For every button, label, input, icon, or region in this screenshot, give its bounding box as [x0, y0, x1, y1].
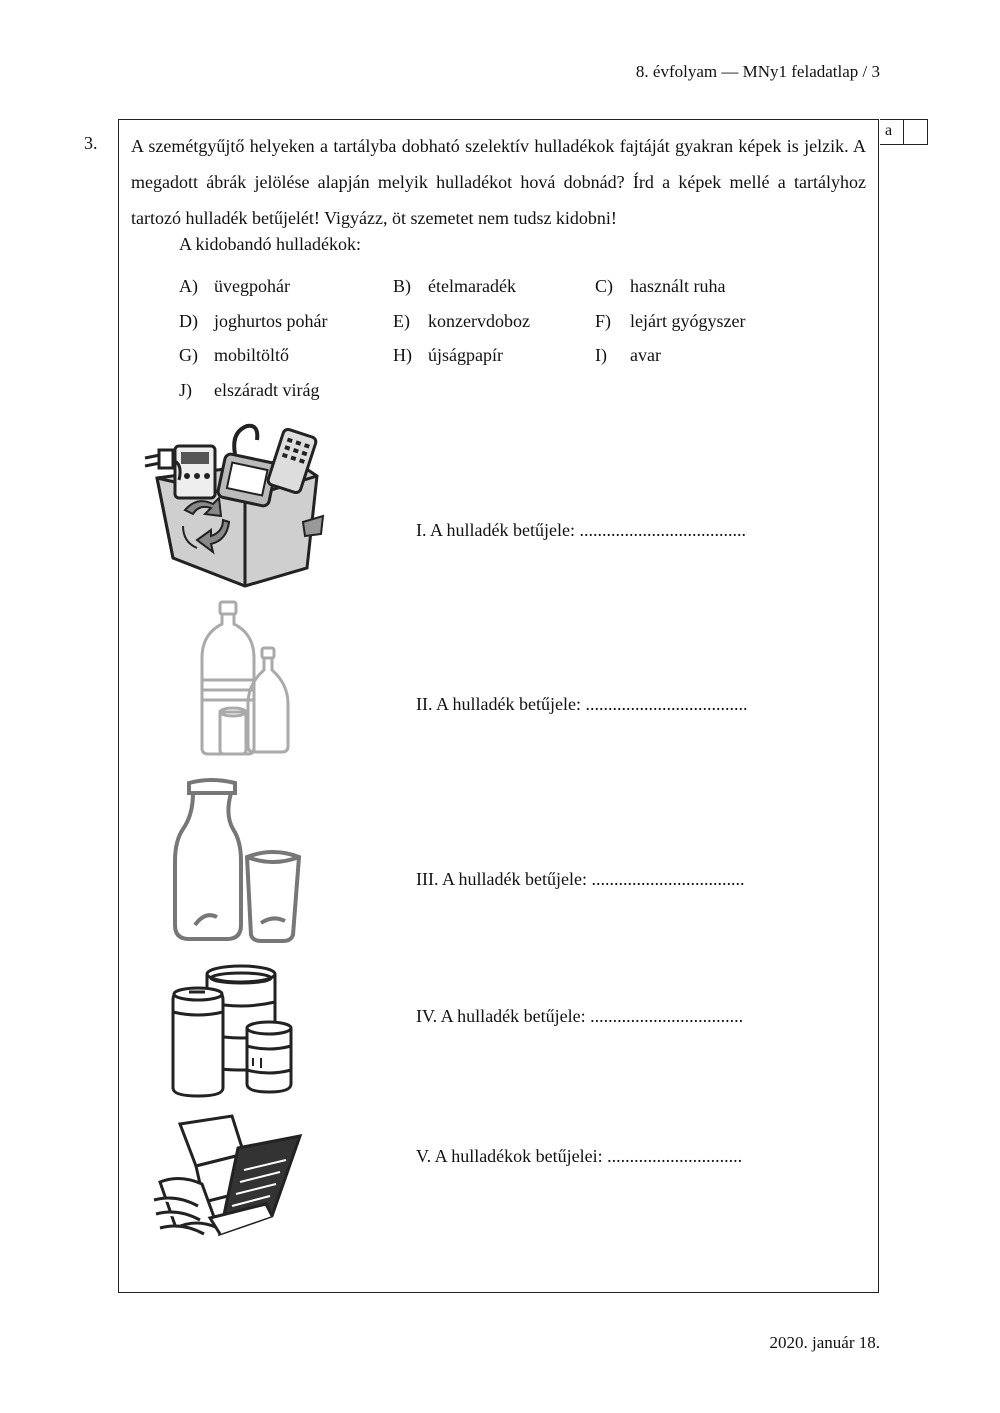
answer-label: V. A hulladékok betűjelei:: [416, 1146, 603, 1166]
answer-label: II. A hulladék betűjele:: [416, 694, 581, 714]
score-cell-value[interactable]: [903, 120, 927, 144]
list-item: B) ételmaradék: [393, 276, 516, 296]
list-item: J) elszáradt virág: [179, 380, 320, 400]
list-item: A) üvegpohár: [179, 276, 290, 296]
score-box: [880, 119, 928, 145]
answer-line-5: [416, 1146, 742, 1167]
glass-bottle-icon: [155, 775, 325, 950]
page-header: 8. évfolyam — MNy1 feladatlap / 3: [635, 62, 880, 81]
paper-newspaper-icon: [140, 1110, 310, 1270]
list-title: A kidobandó hulladékok:: [179, 234, 361, 254]
answer-field[interactable]: ..................................: [591, 869, 745, 889]
answer-line-3: [416, 869, 744, 890]
answer-line-4: [416, 1006, 743, 1027]
answer-field[interactable]: ....................................: [585, 694, 748, 714]
plastic-bottles-icon: [190, 600, 295, 760]
score-cell-label: a: [885, 122, 893, 139]
answer-label: IV. A hulladék betűjele:: [416, 1006, 586, 1026]
list-item: D) joghurtos pohár: [179, 311, 328, 331]
list-item: I) avar: [595, 345, 661, 365]
task-instructions: A szemétgyűjtő helyeken a tartályba dobható szelektív hulladékok fajtáját gyakran képek is jelzik. A megadott ábrák jelölése alapján melyik hulladékot hová dobnád? Írd a képek mellé a tartályhoz tartozó hulladék betűjelét! Vigyázz, öt szemetet nem tudsz kidobni!: [131, 136, 866, 228]
answer-field[interactable]: ..................................: [590, 1006, 744, 1026]
answer-label: I. A hulladék betűjele:: [416, 520, 575, 540]
list-item: E) konzervdoboz: [393, 311, 530, 331]
list-item: G) mobiltöltő: [179, 345, 290, 365]
metal-cans-icon: [165, 962, 300, 1100]
answer-line-2: [416, 694, 747, 715]
footer-date: 2020. január 18.: [769, 1333, 880, 1352]
answer-label: III. A hulladék betűjele:: [416, 869, 587, 889]
list-item: F) lejárt gyógyszer: [595, 311, 746, 331]
answer-field[interactable]: ..............................: [607, 1146, 743, 1166]
list-item: H) újságpapír: [393, 345, 503, 365]
electronics-recycling-bin-icon: [135, 418, 330, 590]
list-item: C) használt ruha: [595, 276, 726, 296]
task-number: 3.: [84, 133, 98, 153]
answer-field[interactable]: .....................................: [579, 520, 746, 540]
answer-line-1: [416, 520, 746, 541]
